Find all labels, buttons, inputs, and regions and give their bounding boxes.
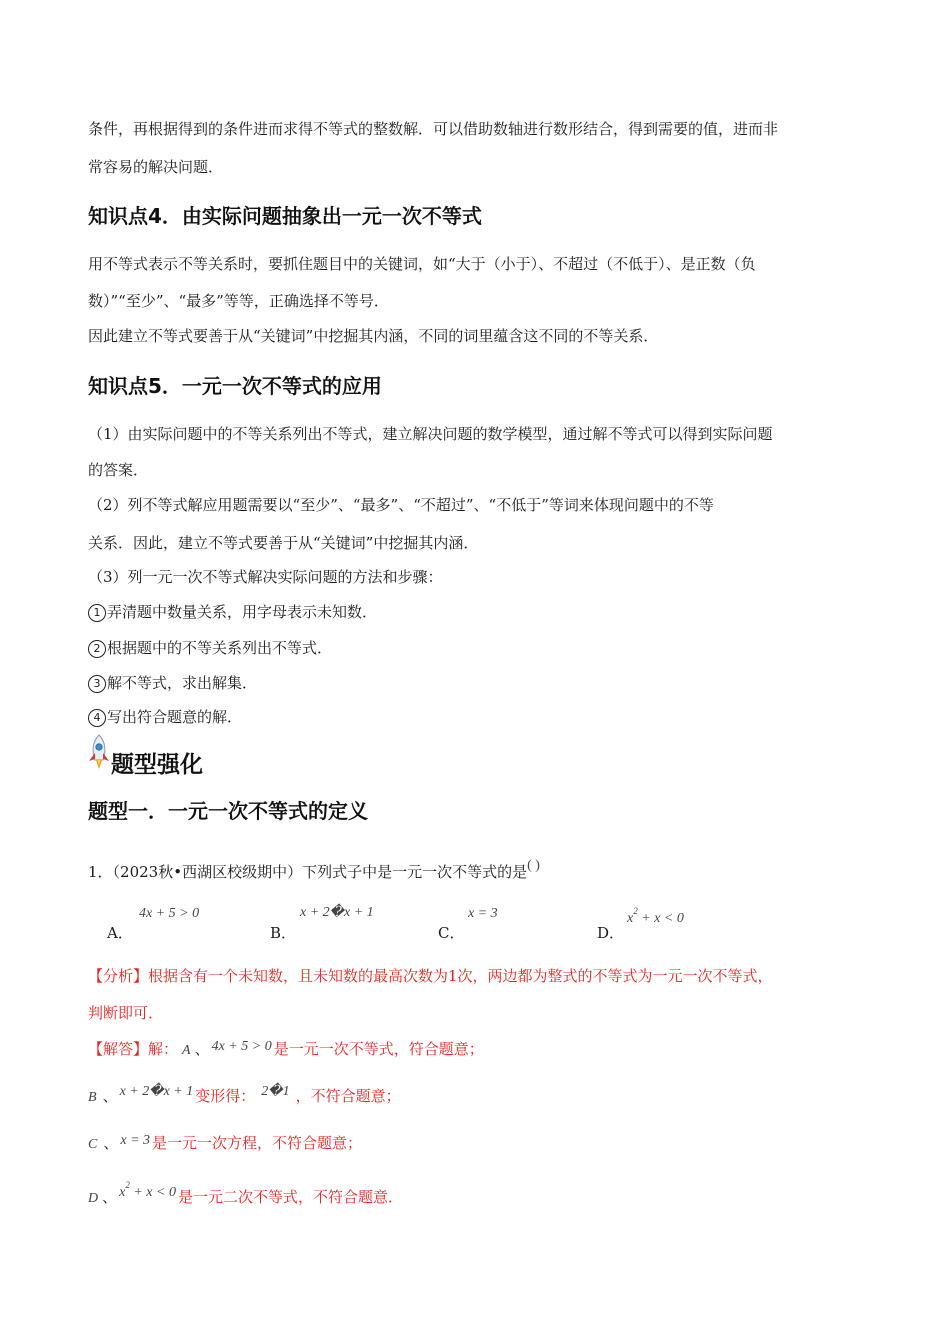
answer-text: 变形得： [195, 1087, 256, 1105]
k5-p1-line-2: 的答案． [88, 461, 149, 479]
expr-rest: + x < 0 [129, 1185, 176, 1200]
rocket-icon [86, 734, 112, 770]
answer-letter: A [182, 1043, 191, 1058]
separator: 、 [102, 1087, 118, 1105]
option-a-label: A． [107, 924, 133, 942]
step-4 [88, 707, 242, 727]
answer-text: ，不符合题意； [295, 1087, 401, 1105]
option-c-label: C． [438, 924, 465, 942]
analysis-line-1: 【分析】根据含有一个未知数，且未知数的最高次数为1次，两边都为整式的不等式为一元一次不等式， [88, 967, 773, 985]
answer-letter: D [88, 1191, 99, 1206]
knowledge-5-heading: 知识点5．一元一次不等式的应用 [88, 374, 382, 398]
expr-sup: 2 [125, 1180, 130, 1190]
k5-p1-line-1: （1）由实际问题中的不等关系列出不等式，建立解决问题的数学模型，通过解不等式可以得到实际问题 [88, 425, 773, 443]
step-text: 根据题中的不等关系列出不等式． [107, 639, 333, 657]
k4-line-3: 因此建立不等式要善于从“关键词”中挖掘其内涵，不同的词里蕴含这不同的不等关系． [88, 327, 659, 345]
answer-d [88, 1181, 403, 1209]
answer-letter: C [88, 1137, 98, 1152]
option-d-label: D． [597, 924, 625, 942]
separator: 、 [102, 1188, 118, 1206]
step-number: 1 [88, 604, 106, 622]
step-3 [88, 673, 257, 693]
answer-a [88, 1039, 484, 1061]
option-b-label: B． [270, 924, 297, 942]
step-text: 弄清题中数量关系，用字母表示未知数． [107, 603, 378, 621]
step-number: 2 [88, 640, 106, 658]
answer-text: 是一元一次不等式，符合题意； [273, 1040, 484, 1058]
option-b-expr: x + 2�x + 1 [300, 905, 374, 920]
analysis-line-2: 判断即可． [88, 1004, 164, 1022]
k5-p2-line-1: （2）列不等式解应用题需要以“至少”、“最多”、“不超过”、“不低于”等词来体现问题中的不等 [88, 496, 714, 514]
answer-expr: 2�1 [261, 1084, 290, 1099]
intro-line-1: 条件，再根据得到的条件进而求得不等式的整数解．可以借助数轴进行数形结合，得到需要的值，进而非 [88, 120, 779, 138]
separator: 、 [194, 1040, 210, 1058]
expr-base: x [627, 911, 634, 926]
section-subtitle: 题型一．一元一次不等式的定义 [88, 799, 368, 823]
answer-expr [119, 1180, 176, 1200]
answer-text: 是一元一次方程，不符合题意； [152, 1134, 363, 1152]
step-text: 解不等式，求出解集． [107, 674, 258, 692]
k4-line-2: 数）”“至少”、“最多”等等，正确选择不等号． [88, 292, 389, 310]
section-title: 题型强化 [111, 752, 203, 778]
k4-line-1: 用不等式表示不等关系时，要抓住题目中的关键词，如“大于（小于）、不超过（不低于）、是正数（负 [88, 255, 756, 273]
expr-sup: 2 [633, 906, 638, 916]
answer-letter: B [88, 1090, 97, 1105]
answer-expr: 4x + 5 > 0 [211, 1039, 272, 1054]
k5-p2-line-2: 关系．因此，建立不等式要善于从“关键词”中挖掘其内涵． [88, 534, 479, 552]
step-number: 4 [88, 709, 106, 727]
step-1 [88, 602, 377, 622]
knowledge-4-heading: 知识点4．由实际问题抽象出一元一次不等式 [88, 204, 482, 228]
answer-tag: 【解答】解： [88, 1040, 179, 1058]
intro-line-2: 常容易的解决问题． [88, 158, 224, 176]
option-d-expr [627, 906, 684, 927]
option-c-expr: x = 3 [468, 906, 498, 921]
answer-expr: x + 2�x + 1 [119, 1084, 194, 1099]
option-a-expr: 4x + 5 > 0 [139, 906, 200, 921]
k5-p3: （3）列一元一次不等式解决实际问题的方法和步骤： [88, 568, 443, 586]
step-2 [88, 638, 332, 658]
step-number: 3 [88, 675, 106, 693]
step-text: 写出符合题意的解． [107, 708, 243, 726]
answer-expr: x = 3 [120, 1133, 151, 1148]
answer-c [88, 1133, 362, 1155]
answer-paren: ( ) [527, 858, 540, 873]
answer-text: 是一元二次不等式，不符合题意． [177, 1188, 403, 1206]
separator: 、 [103, 1134, 119, 1152]
answer-b [88, 1086, 401, 1108]
expr-rest: + x < 0 [637, 911, 684, 926]
expr-base: x [119, 1185, 126, 1200]
question-text: 1．（2023秋•西湖区校级期中）下列式子中是一元一次不等式的是 [88, 863, 528, 881]
question-stem [88, 858, 540, 884]
